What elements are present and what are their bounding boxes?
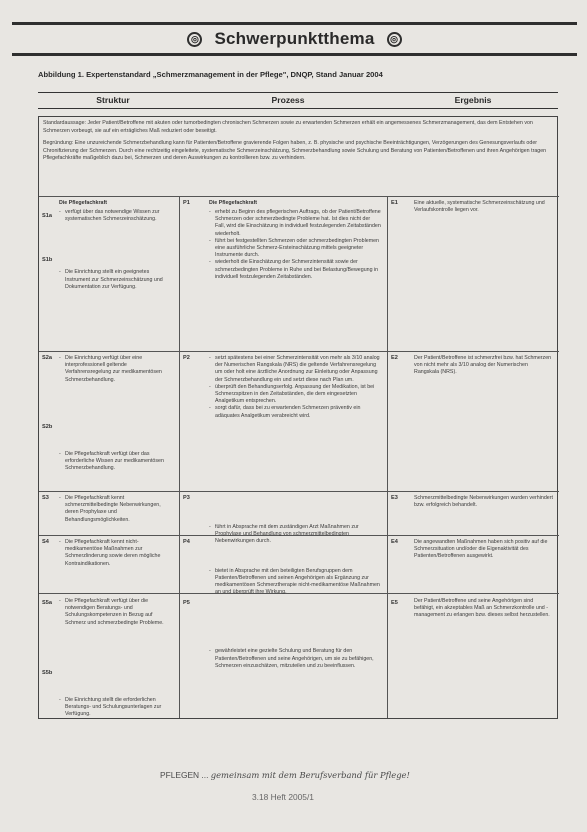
- prozess-item: - wiederholt die Einschätzung der Schmerzintensität sowie der schmerzbedingten Probleme in Ruhe und bei Belastung/Bewegung in individuell festzulegenden Zeitabständen.: [209, 259, 381, 281]
- struktur-code: S3: [42, 495, 49, 501]
- page-number: 3.18 Heft 2005/1: [252, 792, 314, 802]
- section-title: Schwerpunktthema: [214, 29, 375, 48]
- prozess-head: Die Pflegefachkraft: [209, 200, 257, 206]
- prozess-item: - sorgt dafür, dass bei zu erwartenden Schmerzen präventiv ein adäquates Analgetikum verabreicht wird.: [209, 405, 381, 419]
- ergebnis-code: E2: [391, 355, 398, 361]
- prozess-item: - setzt spätestens bei einer Schmerzintensität von mehr als 3/10 analog der Numerischen Rangskala (NRS) die geltende Verfahrensregelung um oder holt eine ärztliche Anordnung zur Einleitung oder Anpassung der Schmerzbehandlung ein und setzt diese nach Plan um.: [209, 355, 381, 384]
- section-header: [12, 22, 577, 56]
- ergebnis-code: E3: [391, 495, 398, 501]
- ergebnis-text: Die angewandten Maßnahmen haben sich positiv auf die Schmerzsituation und/oder die Eigenaktivität des Patienten/Betroffenen ausgewirkt.: [414, 539, 548, 560]
- footer-slogan-script: gemeinsam mit dem Berufsverband für Pflege!: [210, 770, 410, 780]
- prozess-code: P4: [183, 539, 190, 545]
- struktur-code: S1a: [42, 213, 52, 219]
- struktur-text: - verfügt über das notwendige Wissen zur systematischen Schmerzeinschätzung.: [59, 209, 171, 223]
- ergebnis-text: Der Patient/Betroffene und seine Angehörigen sind befähigt, ein akzeptables Maß an Schmerzkontrolle und -management zu erlangen bzw. dieses selbst herzustellen.: [414, 598, 550, 619]
- struktur-text: - Die Pflegefachkraft kennt schmerzmittelbedingte Nebenwirkungen, deren Prophylaxe und Behandlungsmöglichkeiten.: [59, 495, 171, 524]
- ergebnis-code: E1: [391, 200, 398, 206]
- table-column-headers: [38, 92, 558, 109]
- ergebnis-text: Schmerzmittelbedingte Nebenwirkungen wurden verhindert bzw. erfolgreich behandelt.: [414, 495, 553, 509]
- prozess-code: P1: [183, 200, 190, 206]
- prozess-code: P3: [183, 495, 190, 501]
- target-symbol-icon: ◎: [387, 32, 402, 47]
- prozess-list: [209, 209, 381, 281]
- table-row: [39, 197, 559, 352]
- struktur-text: - Die Pflegefachkraft verfügt über das erforderliche Wissen zur medikamentösen Schmerzbehandlung.: [59, 451, 171, 473]
- ergebnis-text: Der Patient/Betroffene ist schmerzfrei bzw. hat Schmerzen von nicht mehr als 3/10 analog der Numerischen Rangskala (NRS).: [414, 355, 552, 376]
- prozess-item: - bietet in Absprache mit den beteiligten Berufsgruppen dem Patienten/Betroffenen und seinen Angehörigen als Ergänzung zur medikamentösen Schmerztherapie nicht-medikamentöse Maßnahmen an und überprüft ihre Wirkung.: [209, 568, 381, 597]
- table-row: [39, 352, 559, 492]
- struktur-text: - Die Einrichtung verfügt über eine interprofessionell geltende Verfahrensregelung zur medikamentösen Schmerzbehandlung.: [59, 355, 171, 384]
- figure-caption: Abbildung 1. Expertenstandard „Schmerzmanagement in der Pflege", DNQP, Stand Januar 2004: [38, 70, 383, 79]
- ergebnis-code: E5: [391, 600, 398, 606]
- struktur-text: - Die Pflegefachkraft verfügt über die notwendigen Beratungs- und Schulungskompetenzen in Bezug auf Schmerz und schmerzbedingte Probleme.: [59, 598, 171, 627]
- column-header-struktur: Struktur: [96, 95, 130, 105]
- prozess-item: - führt bei festgestellten Schmerzen oder schmerzbedingten Problemen eine ausführliche Schmerz-Ersteinschätzung mittels geeigneter Instrumente durch.: [209, 238, 381, 260]
- struktur-code: S1b: [42, 257, 53, 263]
- prozess-item: - führt in Absprache mit dem zuständigen Arzt Maßnahmen zur Prophylaxe und Behandlung von schmerzmittelbedingten Nebenwirkungen durch.: [209, 524, 381, 546]
- struktur-head: Die Pflegefachkraft: [59, 200, 107, 206]
- footer-slogan: [160, 770, 480, 780]
- prozess-item: - gewährleistet eine gezielte Schulung und Beratung für den Patienten/Betroffenen und seine Angehörigen, um sie zu befähigen, Schmerzen einzuschätzen, mitzuteilen und zu beeinflussen.: [209, 648, 381, 670]
- prozess-item: - überprüft den Behandlungserfolg. Anpassung der Medikation, ist bei Schmerzspitzen in den Zeitabständen, die dem eingesetzten Analgetikum entsprechen.: [209, 384, 381, 406]
- prozess-code: P5: [183, 600, 190, 606]
- column-header-ergebnis: Ergebnis: [454, 95, 492, 105]
- prozess-item: - erhebt zu Beginn des pflegerischen Auftrags, ob der Patient/Betroffene Schmerzen oder schmerzbedingte Probleme hat. Ist dies nicht der Fall, wird die Einschätzung in individuell festzulegenden Zeitabständen wiederholt.: [209, 209, 381, 238]
- column-header-prozess: Prozess: [271, 95, 305, 105]
- table-row: [39, 594, 559, 720]
- footer-slogan-prefix: PFLEGEN ...: [160, 770, 209, 780]
- ergebnis-code: E4: [391, 539, 398, 545]
- standard-statement-block: [39, 117, 559, 197]
- standard-statement: Standardaussage: Jeder Patient/Betroffene mit akuten oder tumorbedingten chronischen Schmerzen sowie zu erwartenden Schmerzen erhält ein angemessenes Schmerzmanagement, das dem Entstehen von Schmerzen vorbeugt, sie auf ein erträgliches Maß reduziert oder beseitigt.: [43, 120, 533, 134]
- struktur-text: - Die Einrichtung stellt ein geeignetes Instrument zur Schmerzeinschätzung und Dokumentation zur Verfügung.: [59, 269, 171, 291]
- ergebnis-text: Eine aktuelle, systematische Schmerzeinschätzung und Verlaufskontrolle liegen vor.: [414, 200, 545, 214]
- table-row: [39, 536, 559, 594]
- struktur-text: - Die Einrichtung stellt die erforderlichen Beratungs- und Schulungsunterlagen zur Verfügung.: [59, 697, 171, 719]
- struktur-code: S2a: [42, 355, 52, 361]
- struktur-code: S4: [42, 539, 49, 545]
- prozess-list: [209, 355, 381, 420]
- struktur-code: S5a: [42, 600, 52, 606]
- struktur-text: - Die Pflegefachkraft kennt nicht-medikamentöse Maßnahmen zur Schmerzlinderung sowie deren mögliche Kontraindikationen.: [59, 539, 171, 568]
- prozess-code: P2: [183, 355, 190, 361]
- standard-justification: Begründung: Eine unzureichende Schmerzbehandlung kann für Patienten/Betroffene gravierende Folgen haben, z. B. physische und psychische Beeinträchtigungen, Verzögerungen des Genesungsverlaufs oder Chronifizierung der Schmerzen. Durch eine rechtzeitig eingeleitete, systematische Schmerzeinschätzung, Schmerzbehandlung sowie Schulung und Beratung von Patienten/Betroffenen und ihren Angehörigen tragen Pflegefachkräfte maßgeblich dazu bei, Schmerzen und deren Auswirkungen zu kontrollieren bzw. zu verhindern.: [43, 140, 547, 162]
- target-symbol-icon: ◎: [187, 32, 202, 47]
- struktur-code: S5b: [42, 670, 53, 676]
- expert-standard-table: [38, 116, 558, 719]
- struktur-code: S2b: [42, 424, 53, 430]
